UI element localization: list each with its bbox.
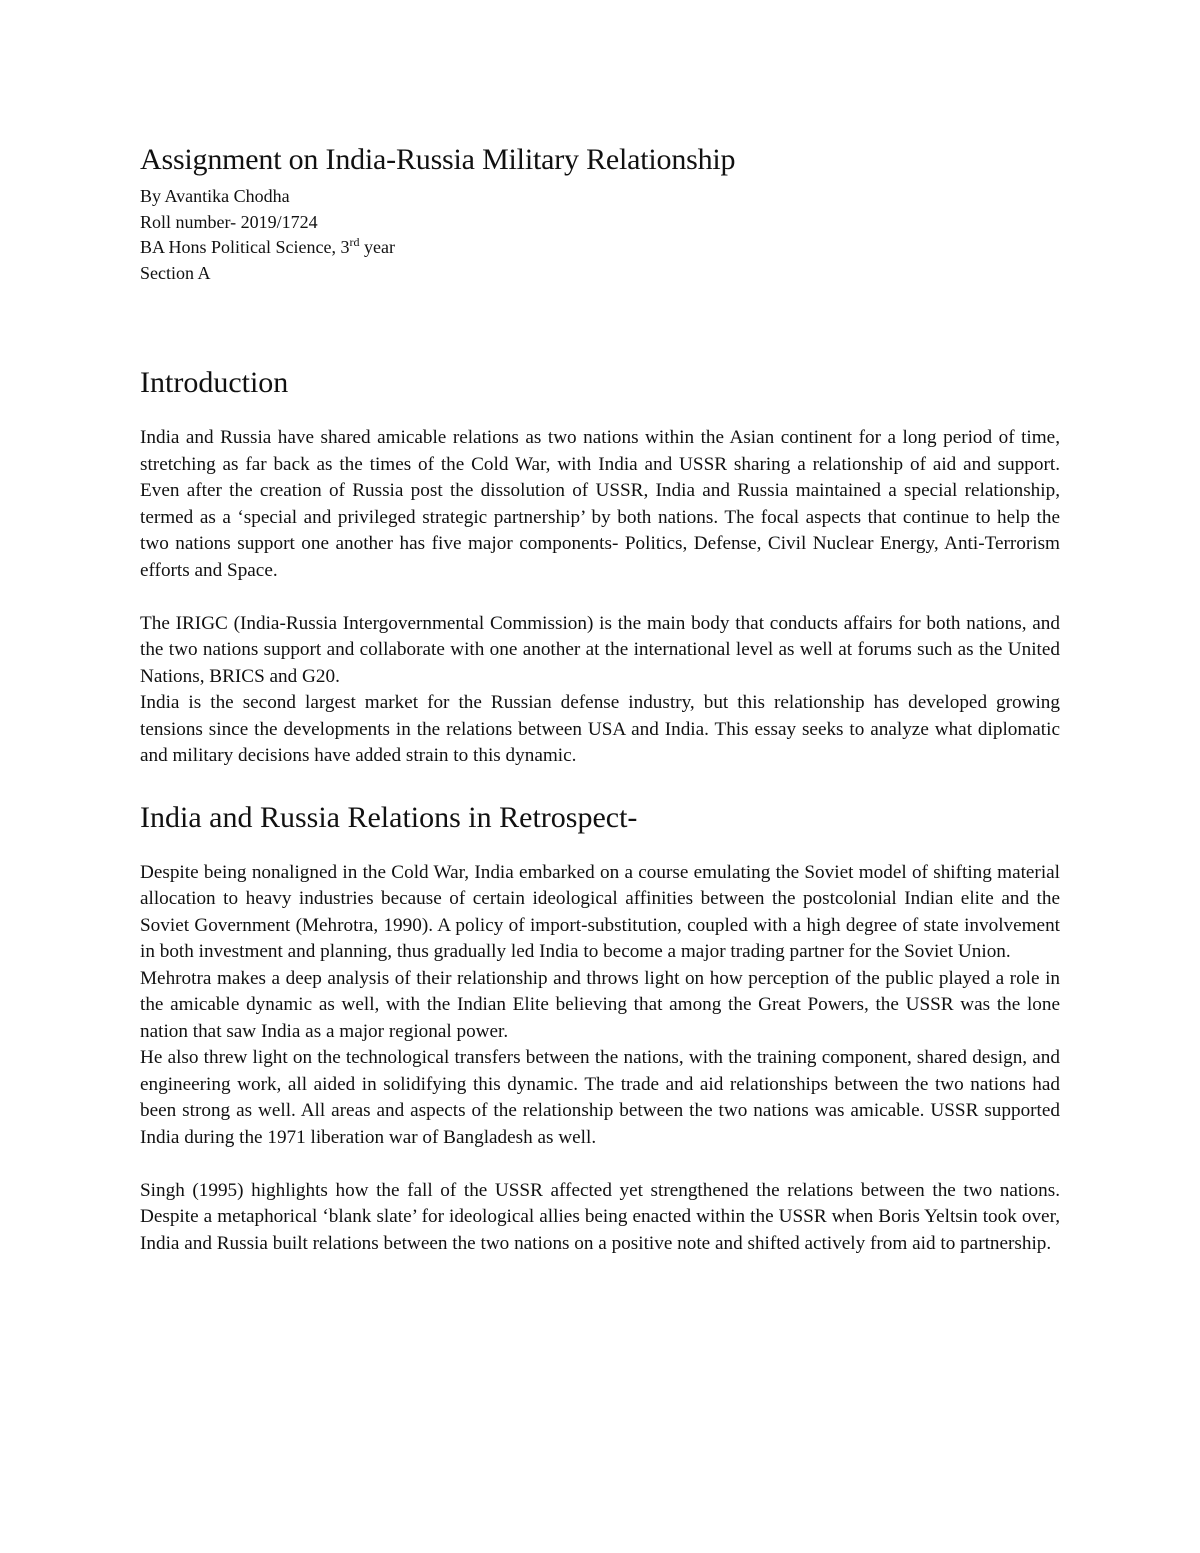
retrospect-heading: India and Russia Relations in Retrospect- xyxy=(140,800,638,834)
course-ordinal-superscript: rd xyxy=(349,235,360,249)
paragraph-spacer xyxy=(140,1151,1060,1178)
introduction-paragraph-3: India is the second largest market for the Russian defense industry, but this relationship has developed growing tensions since the developments in the relations between USA and India. This essay seeks to analyze what diplomatic and military decisions have added strain to this dynamic. xyxy=(140,692,1060,766)
section-line: Section A xyxy=(140,262,211,283)
document-title: Assignment on India-Russia Military Relationship xyxy=(140,143,736,176)
document-page xyxy=(140,140,1060,1257)
introduction-heading: Introduction xyxy=(140,366,289,399)
author-line: By Avantika Chodha xyxy=(140,186,290,206)
introduction-paragraph-1: India and Russia have shared amicable relations as two nations within the Asian continent for a long period of time, stretching as far back as the times of the Cold War, with India and USSR sharing a relationship of aid and support. Even after the creation of Russia post the dissolution of USSR, India and Russia maintained a special relationship, termed as a ‘special and privileged strategic partnership’ by both nations. The focal aspects that continue to help the two nations support one another has five major components- Politics, Defense, Civil Nuclear Energy, Anti-Terrorism efforts and Space. xyxy=(140,427,1060,581)
retrospect-paragraph-4: Singh (1995) highlights how the fall of the USSR affected yet strengthened the relations between the two nations. Despite a metaphorical ‘blank slate’ for ideological allies being enacted within the USSR when Boris Yeltsin took over, India and Russia built relations between the two nations on a positive note and shifted actively from aid to partnership. xyxy=(140,1179,1060,1254)
paragraph-spacer xyxy=(140,584,1060,611)
course-year-text: year xyxy=(359,237,395,257)
course-text: BA Hons Political Science, 3 xyxy=(140,237,350,257)
retrospect-paragraph-1: Despite being nonaligned in the Cold War, India embarked on a course emulating the Soviet model of shifting material allocation to heavy industries because of certain ideological affinities between the postcolonial Indian elite and the Soviet Government (Mehrotra, 1990). A policy of import-substitution, coupled with a high degree of state involvement in both investment and planning, thus gradually led India to become a major trading partner for the Soviet Union. xyxy=(140,861,1060,962)
retrospect-paragraph-3: He also threw light on the technological transfers between the nations, with the training component, shared design, and engineering work, all aided in solidifying this dynamic. The trade and aid relationships between the two nations had been strong as well. All areas and aspects of the relationship between the two nations was amicable. USSR supported India during the 1971 liberation war of Bangladesh as well. xyxy=(140,1047,1060,1148)
introduction-paragraph-2: The IRIGC (India-Russia Intergovernmental Commission) is the main body that conducts affairs for both nations, and the two nations support and collaborate with one another at the international level as well at forums such as the United Nations, BRICS and G20. xyxy=(140,612,1060,687)
roll-number-line: Roll number- 2019/1724 xyxy=(140,211,318,232)
retrospect-paragraph-2: Mehrotra makes a deep analysis of their relationship and throws light on how perception of the public played a role in the amicable dynamic as well, with the Indian Elite believing that among the Great Powers, the USSR was the lone nation that saw India as a major regional power. xyxy=(140,967,1060,1042)
course-line xyxy=(140,235,1060,261)
